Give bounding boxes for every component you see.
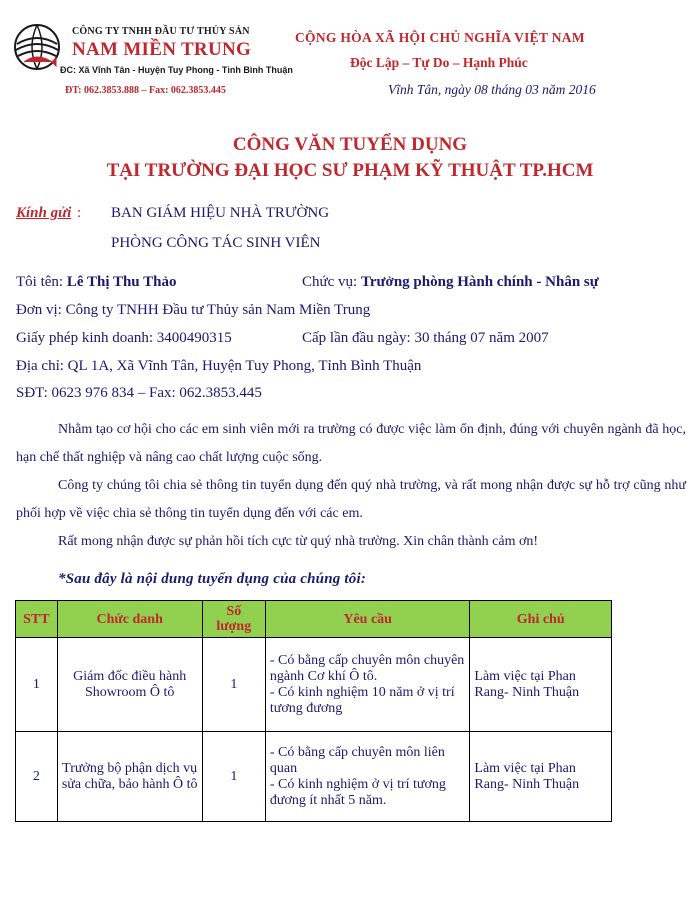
cell-title: Trưởng bộ phận dịch vụ sửa chữa, bảo hành Ô tô xyxy=(57,732,202,822)
business-license-line: Giấy phép kinh doanh: 3400490315 xyxy=(16,330,232,346)
company-unit-line: Đơn vị: Công ty TNHH Đầu tư Thủy sản Nam Miền Trung xyxy=(16,302,371,318)
company-phone-line: SĐT: 0623 976 834 – Fax: 062.3853.445 xyxy=(16,385,262,401)
recipient-item: BAN GIÁM HIỆU NHÀ TRƯỜNG xyxy=(111,205,330,221)
sender-name-value: Lê Thị Thu Thảo xyxy=(66,274,177,290)
table-row xyxy=(16,732,612,822)
sender-position-line xyxy=(302,274,599,291)
license-issue-date-line: Cấp lần đầu ngày: 30 tháng 07 năm 2007 xyxy=(302,330,549,346)
body-paragraph: Công ty chúng tôi chia sẻ thông tin tuyển dụng đến quý nhà trường, và rất mong nhận được sự hỗ trợ cũng như phối hợp về việc chia sẻ thông tin tuyển dụng đến với các em. xyxy=(16,478,686,521)
header-notes: Ghi chú xyxy=(470,601,612,638)
cell-note: Làm việc tại Phan Rang- Ninh Thuận xyxy=(470,732,612,822)
sender-name-line xyxy=(16,274,176,291)
requirement-item: - Có kinh nghiệm ở vị trí tương đương ít nhất 5 năm. xyxy=(269,776,446,808)
header-quantity-line2: lượng xyxy=(216,619,252,634)
table-row xyxy=(16,638,612,732)
cell-title: Giám đốc điều hành Showroom Ô tô xyxy=(57,638,202,732)
table-header-row xyxy=(16,601,612,638)
recipient-label: Kính gửi xyxy=(16,205,72,221)
recipient-colon: : xyxy=(77,205,82,221)
national-motto: Độc Lập – Tự Do – Hạnh Phúc xyxy=(350,55,528,70)
cell-stt: 2 xyxy=(16,732,58,822)
header-requirements: Yêu cầu xyxy=(265,601,470,638)
cell-requirements xyxy=(265,732,470,822)
sender-position-label: Chức vụ: xyxy=(302,274,361,290)
requirement-item: - Có bằng cấp chuyên môn chuyên ngành Cơ khí Ô tô. xyxy=(269,652,465,684)
cell-stt: 1 xyxy=(16,638,58,732)
recipient-item: PHÒNG CÔNG TÁC SINH VIÊN xyxy=(111,235,321,251)
cell-quantity: 1 xyxy=(202,732,265,822)
cell-requirements xyxy=(265,638,470,732)
company-address-line: Địa chỉ: QL 1A, Xã Vĩnh Tân, Huyện Tuy Phong, Tỉnh Bình Thuận xyxy=(16,358,422,374)
requirement-item: - Có kinh nghiệm 10 năm ở vị trí tương đương xyxy=(269,684,455,716)
recruitment-intro: *Sau đây là nội dung tuyển dụng của chúng tôi: xyxy=(58,571,367,587)
requirement-item: - Có bằng cấp chuyên môn liên quan xyxy=(269,744,445,776)
sender-name-label: Tôi tên: xyxy=(16,274,67,290)
cell-note: Làm việc tại Phan Rang- Ninh Thuận xyxy=(470,638,612,732)
company-logo-icon xyxy=(12,22,62,72)
body-paragraph: Rất mong nhận được sự phản hồi tích cực từ quý nhà trường. Xin chân thành cảm ơn! xyxy=(58,534,539,549)
header-quantity-line1: Số xyxy=(226,604,242,619)
company-phone-fax: ĐT: 062.3853.888 – Fax: 062.3853.445 xyxy=(65,85,226,96)
company-name: NAM MIỀN TRUNG xyxy=(72,39,252,60)
company-address: ĐC: Xã Vĩnh Tân - Huyện Tuy Phong - Tỉnh Bình Thuận xyxy=(60,65,293,75)
company-type: CÔNG TY TNHH ĐẦU TƯ THỦY SẢN xyxy=(72,26,250,37)
document-title: CÔNG VĂN TUYỂN DỤNG xyxy=(232,134,468,155)
header-stt: STT xyxy=(16,601,58,638)
sender-position-value: Trưởng phòng Hành chính - Nhân sự xyxy=(360,274,599,290)
recruitment-table xyxy=(15,600,612,822)
body-paragraph: Nhằm tạo cơ hội cho các em sinh viên mới ra trường có được việc làm ổn định, đúng với chuyên ngành đã học, hạn chế thất nghiệp và nâng cao chất lượng cuộc sống. xyxy=(16,422,686,465)
document-subtitle: TẠI TRƯỜNG ĐẠI HỌC SƯ PHẠM KỸ THUẬT TP.HCM xyxy=(106,160,594,181)
header-title: Chức danh xyxy=(57,601,202,638)
national-title: CỘNG HÒA XÃ HỘI CHỦ NGHĨA VIỆT NAM xyxy=(295,30,585,45)
cell-quantity: 1 xyxy=(202,638,265,732)
document-date: Vĩnh Tân, ngày 08 tháng 03 năm 2016 xyxy=(388,82,596,97)
header-quantity xyxy=(202,601,265,638)
